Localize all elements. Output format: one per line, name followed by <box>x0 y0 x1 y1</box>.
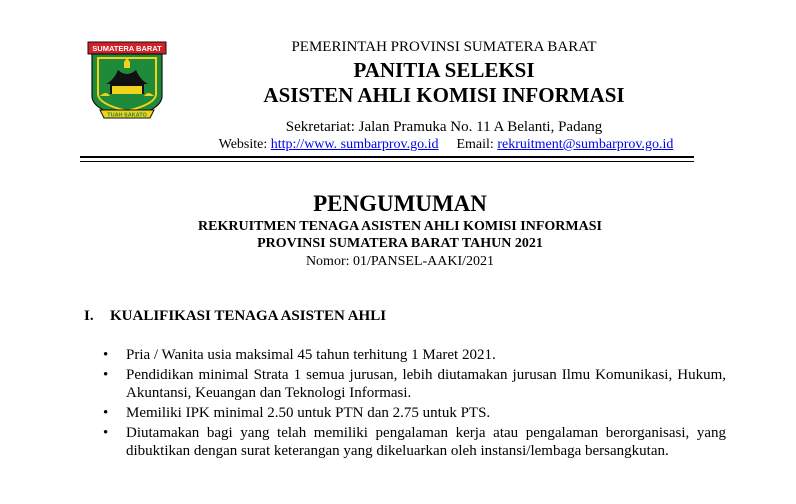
sumatera-barat-emblem <box>84 40 170 124</box>
emblem-top-text: SUMATERA BARAT <box>92 44 162 53</box>
website-label: Website: <box>218 137 268 152</box>
announcement-number: Nomor: 01/PANSEL-AAKI/2021 <box>305 254 495 269</box>
announcement-subtitle-1: REKRUITMEN TENAGA ASISTEN AHLI KOMISI INFORMASI <box>198 219 602 234</box>
letterhead-divider-thin <box>80 161 694 162</box>
emblem-bottom-text: TUAH SAKATO <box>107 112 147 119</box>
email-link[interactable]: rekruitment@sumbarprov.go.id <box>497 137 674 152</box>
letterhead-title: ASISTEN AHLI KOMISI INFORMASI <box>263 83 625 107</box>
letterhead-government: PEMERINTAH PROVINSI SUMATERA BARAT <box>291 39 597 55</box>
section-numeral: I. <box>84 308 94 324</box>
website-link[interactable]: http://www. sumbarprov.go.id <box>270 137 439 152</box>
qualification-item: • Diutamakan bagi yang telah memiliki pengalaman kerja atau pengalaman berorganisasi, yang dibuktikan dengan surat keterangan yang dikeluarkan oleh instansi/lembaga bersangkutan. <box>100 424 726 460</box>
email-label: Email: <box>456 137 494 152</box>
announcement-title: PENGUMUMAN <box>313 191 487 216</box>
section-heading <box>84 308 386 325</box>
qualification-item: • Pria / Wanita usia maksimal 45 tahun terhitung 1 Maret 2021. <box>100 346 726 364</box>
qualification-item: • Pendidikan minimal Strata 1 semua jurusan, lebih diutamakan jurusan Ilmu Komunikasi, Hukum, Akuntansi, Keuangan dan Teknologi Informasi. <box>100 366 726 402</box>
qualification-item: • Memiliki IPK minimal 2.50 untuk PTN dan 2.75 untuk PTS. <box>100 404 726 422</box>
letterhead-divider-thick <box>80 156 694 158</box>
qualification-list <box>100 346 726 462</box>
letterhead-contacts <box>196 137 696 153</box>
section-title: KUALIFIKASI TENAGA ASISTEN AHLI <box>110 308 387 324</box>
letterhead-committee: PANITIA SELEKSI <box>353 58 535 82</box>
announcement-subtitle-2: PROVINSI SUMATERA BARAT TAHUN 2021 <box>257 236 543 251</box>
letterhead-address: Sekretariat: Jalan Pramuka No. 11 A Belanti, Padang <box>285 119 603 135</box>
